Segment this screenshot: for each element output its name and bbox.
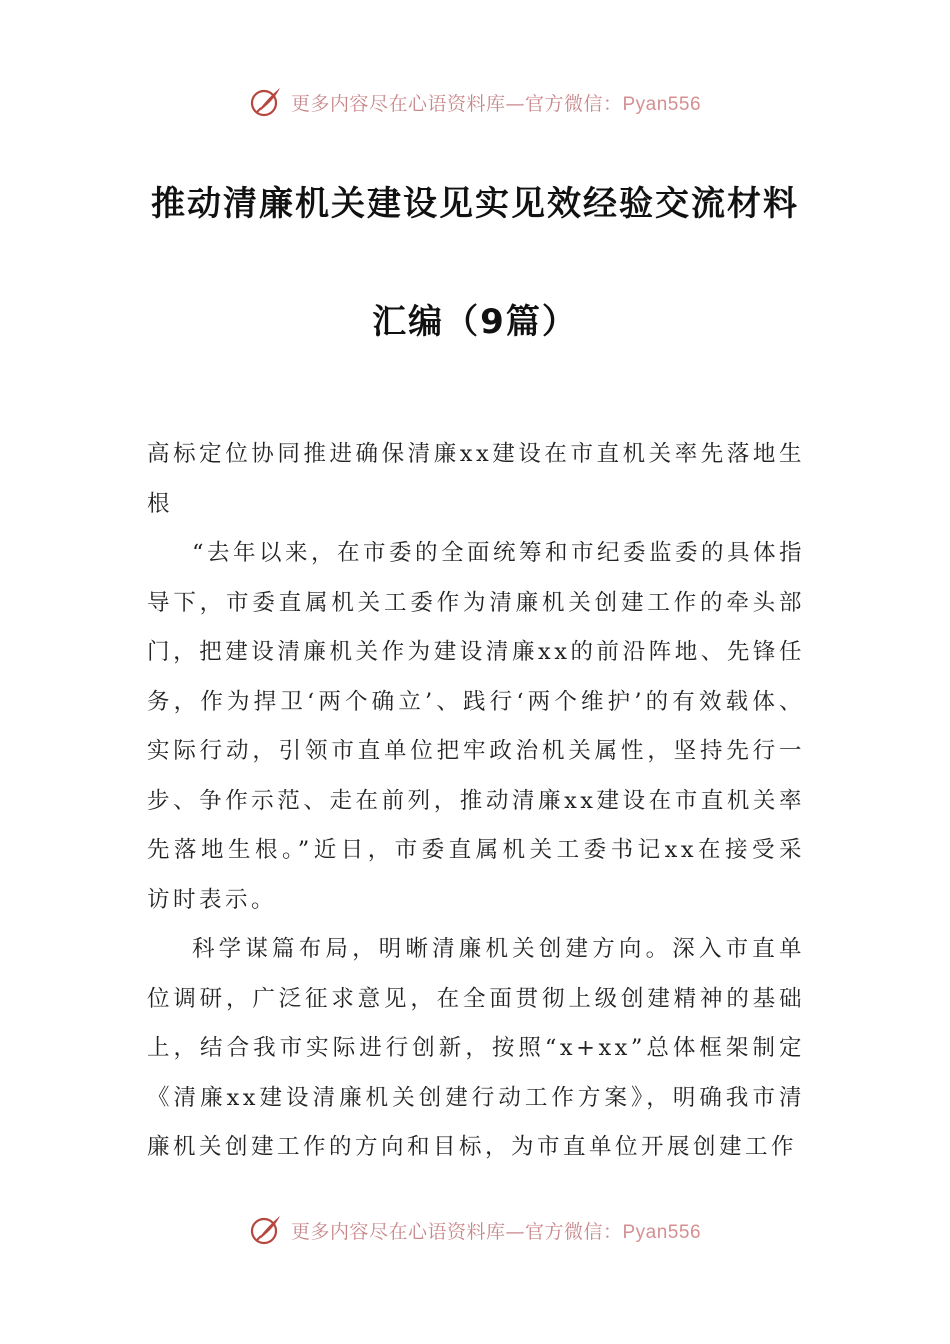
document-title-line-2: 汇编（9篇） bbox=[372, 302, 578, 342]
document-title-line-1: 推动清廉机关建设见实见效经验交流材料 bbox=[151, 184, 799, 224]
wechat-id: Pyan556 bbox=[622, 1221, 702, 1243]
header-watermark bbox=[0, 82, 950, 122]
paragraph-2: 科学谋篇布局，明晰清廉机关创建方向。深入市直单位调研，广泛征求意见，在全面贯彻上级创建精神的基础上，结合我市实际进行创新，按照“x+xx”总体框架制定《清廉xx建设清廉机关创建行动工作方案》，明确我市清廉机关创建工作的方向和目标，为市直单位开展创建工作 bbox=[147, 936, 805, 1160]
footer-watermark bbox=[0, 1210, 950, 1250]
watermark-text: 更多内容尽在心语资料库—官方微信：Pyan556 bbox=[290, 1220, 702, 1243]
section-heading: 高标定位协同推进确保清廉xx建设在市直机关率先落地生根 bbox=[147, 441, 805, 517]
wechat-id: Pyan556 bbox=[622, 93, 702, 115]
document-body bbox=[147, 430, 805, 1173]
watermark-text: 更多内容尽在心语资料库—官方微信：Pyan556 bbox=[290, 92, 702, 115]
quill-pen-logo-icon bbox=[249, 85, 283, 119]
quill-pen-logo-icon bbox=[249, 1213, 283, 1247]
paragraph-1: “去年以来，在市委的全面统筹和市纪委监委的具体指导下，市委直属机关工委作为清廉机关创建工作的牵头部门，把建设清廉机关作为建设清廉xx的前沿阵地、先锋任务，作为捍卫‘两个确立’、践行‘两个维护’的有效载体、实际行动，引领市直单位把牢政治机关属性，坚持先行一步、争作示范、走在前列，推动清廉xx建设在市直机关率先落地生根。”近日，市委直属机关工委书记xx在接受采访时表示。 bbox=[147, 540, 806, 913]
